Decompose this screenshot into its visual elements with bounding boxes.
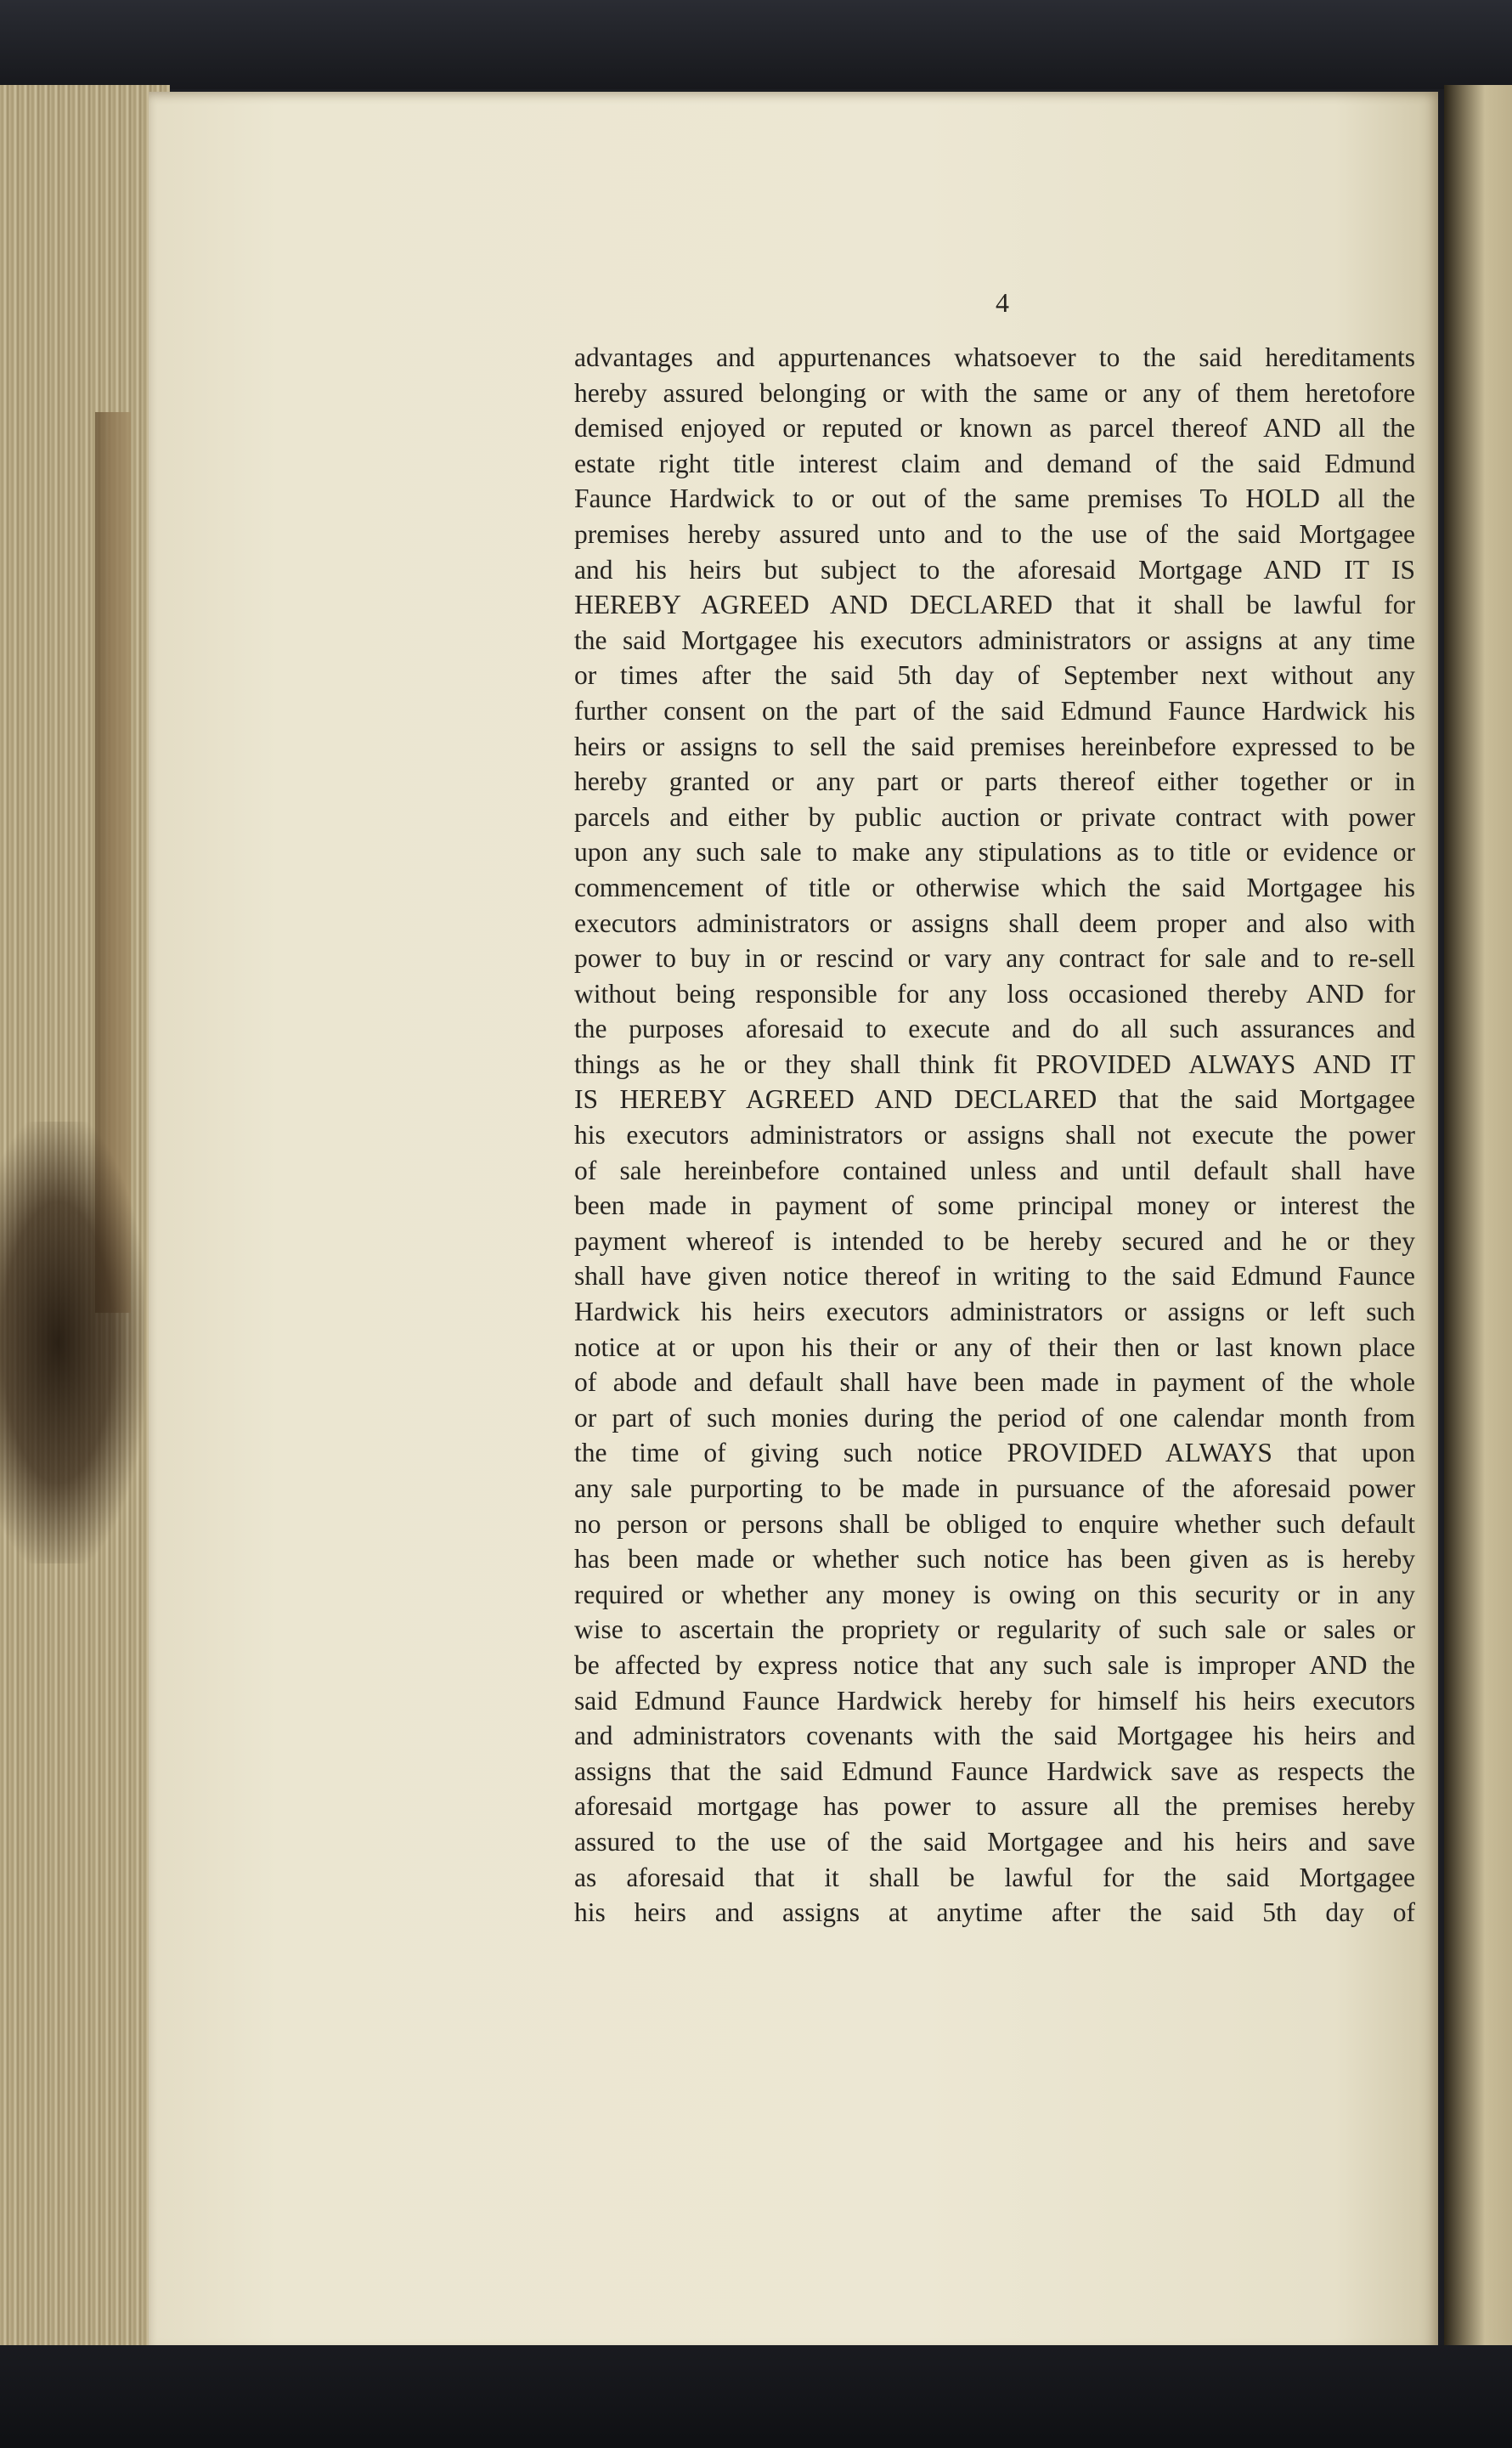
scanner-background-bottom — [0, 2345, 1512, 2448]
text-line: be affected by express notice that any such sale is improper AND the — [574, 1649, 1415, 1680]
text-line: upon any such sale to make any stipulations as to title or evidence or — [574, 837, 1415, 868]
text-line: hereby granted or any part or parts thereof either together or in — [574, 766, 1415, 797]
text-line: further consent on the part of the said Edmund Faunce Hardwick his — [574, 695, 1415, 726]
text-line: HEREBY AGREED AND DECLARED that it shall be lawful for — [574, 590, 1415, 620]
text-line: notice at or upon his their or any of their then or last known place — [574, 1331, 1415, 1362]
text-line: no person or persons shall be obliged to enquire whether such default — [574, 1508, 1415, 1539]
text-line: hereby assured belonging or with the same or any of them heretofore — [574, 377, 1415, 408]
text-line: required or whether any money is owing on this security or in any — [574, 1579, 1415, 1609]
text-line: parcels and either by public auction or private contract with power — [574, 801, 1415, 832]
text-line: Hardwick his heirs executors administrators or assigns or left such — [574, 1297, 1415, 1327]
text-line: assured to the use of the said Mortgagee and his heirs and save — [574, 1826, 1415, 1857]
text-line: his executors administrators or assigns shall not execute the power — [574, 1120, 1415, 1151]
edge-stain — [0, 1122, 144, 1563]
text-line: shall have given notice thereof in writing to the said Edmund Faunce — [574, 1261, 1415, 1292]
text-line: demised enjoyed or reputed or known as parcel thereof AND all the — [574, 413, 1415, 444]
text-line: of abode and default shall have been made in payment of the whole — [574, 1367, 1415, 1398]
text-line: or part of such monies during the period of one calendar month from — [574, 1402, 1415, 1433]
scanner-background-top — [0, 0, 1512, 89]
text-line: assigns that the said Edmund Faunce Hardwick save as respects the — [574, 1755, 1415, 1786]
text-line: without being responsible for any loss occasioned thereby AND for — [574, 978, 1415, 1009]
text-line: Faunce Hardwick to or out of the same premises To HOLD all the — [574, 483, 1415, 514]
text-line: the said Mortgagee his executors administrators or assigns at any time — [574, 625, 1415, 655]
text-line: as aforesaid that it shall be lawful for the said Mortgagee — [574, 1862, 1415, 1892]
text-line: and administrators covenants with the said Mortgagee his heirs and — [574, 1721, 1415, 1751]
text-line: advantages and appurtenances whatsoever to the said hereditaments — [574, 342, 1415, 372]
text-line: commencement of title or otherwise which the said Mortgagee his — [574, 872, 1415, 902]
text-line: premises hereby assured unto and to the use of the said Mortgagee — [574, 518, 1415, 549]
facing-page-edge — [1444, 85, 1512, 2345]
text-line: wise to ascertain the propriety or regularity of such sale or sales or — [574, 1614, 1415, 1645]
text-line: of sale hereinbefore contained unless and until default shall have — [574, 1155, 1415, 1185]
text-line: estate right title interest claim and demand of the said Edmund — [574, 448, 1415, 478]
text-line: his heirs and assigns at anytime after the said 5th day of — [574, 1897, 1415, 1928]
text-line: executors administrators or assigns shall deem proper and also with — [574, 907, 1415, 938]
text-line: aforesaid mortgage has power to assure all the premises hereby — [574, 1791, 1415, 1822]
page-body-text — [574, 340, 1415, 1931]
page-number: 4 — [996, 287, 1009, 318]
text-line: has been made or whether such notice has been given as is hereby — [574, 1544, 1415, 1575]
text-line: and his heirs but subject to the aforesaid Mortgage AND IT IS — [574, 554, 1415, 585]
text-line: said Edmund Faunce Hardwick hereby for himself his heirs executors — [574, 1685, 1415, 1716]
text-line: any sale purporting to be made in pursuance of the aforesaid power — [574, 1473, 1415, 1503]
text-line: IS HEREBY AGREED AND DECLARED that the said Mortgagee — [574, 1084, 1415, 1115]
text-line: heirs or assigns to sell the said premises hereinbefore expressed to be — [574, 731, 1415, 761]
text-line: or times after the said 5th day of September next without any — [574, 660, 1415, 691]
text-line: the purposes aforesaid to execute and do all such assurances and — [574, 1014, 1415, 1044]
text-line: payment whereof is intended to be hereby secured and he or they — [574, 1225, 1415, 1256]
text-line: things as he or they shall think fit PROVIDED ALWAYS AND IT — [574, 1049, 1415, 1079]
text-line: been made in payment of some principal money or interest the — [574, 1190, 1415, 1221]
text-line: power to buy in or rescind or vary any contract for sale and to re-sell — [574, 943, 1415, 974]
text-line: the time of giving such notice PROVIDED ALWAYS that upon — [574, 1438, 1415, 1468]
